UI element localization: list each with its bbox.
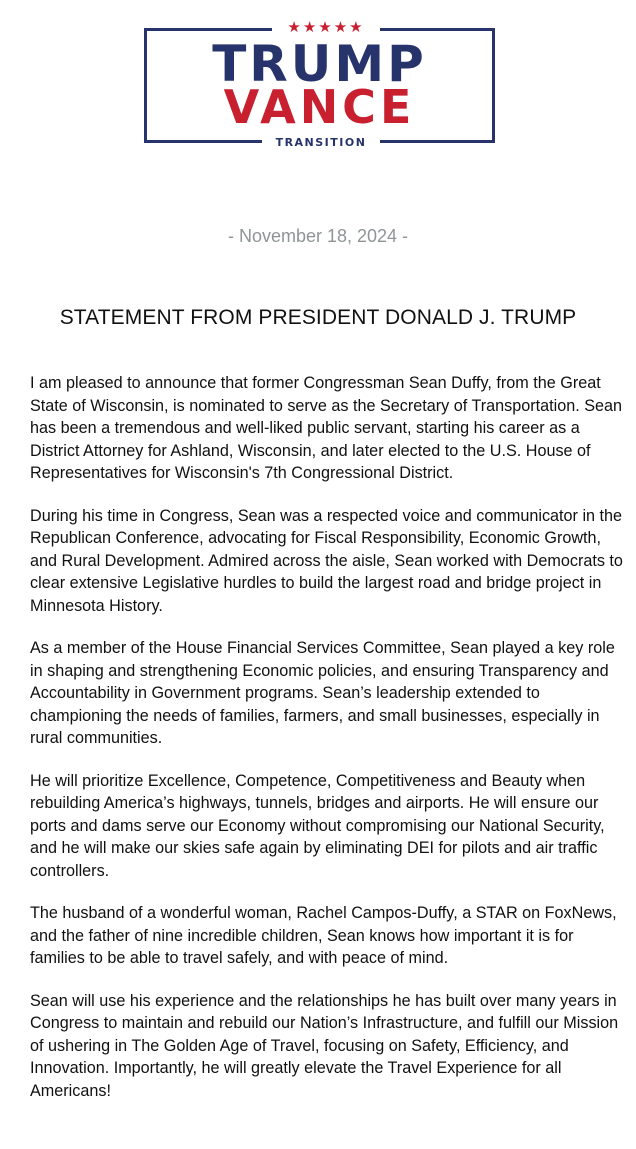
paragraph-mission: Sean will use his experience and the relationships he has built over many years in Congress to maintain and rebuild our Nation’s Infrastructure, and fulfill our Mission of ushering in The Golden Age of Travel, focusing on Safety, Efficiency, and Innovation. Importantly, he will greatly elevate the Travel Experience for all Americans! bbox=[30, 991, 619, 1100]
logo-trump-text: TRUMP bbox=[212, 35, 427, 93]
statement-body bbox=[30, 372, 630, 1122]
statement-date: - November 18, 2024 - bbox=[227, 226, 409, 246]
logo-border-bottom-right bbox=[380, 140, 495, 143]
logo-border-top-right bbox=[380, 28, 495, 31]
paragraph-congress: During his time in Congress, Sean was a respected voice and communicator in the Republican Conference, advocating for Fiscal Responsibility, Economic Growth, and Rural Development. Admired across the aisle, Sean worked with Democrats to clear extensive Legislative hurdles to build the largest road and bridge project in Minnesota History. bbox=[30, 506, 623, 615]
trump-vance-transition-logo bbox=[144, 19, 495, 149]
paragraph-family: The husband of a wonderful woman, Rachel Campos-Duffy, a STAR on FoxNews, and the father of nine incredible children, Sean knows how important it is for families to be able to travel safely, and with peace of mind. bbox=[30, 904, 617, 967]
statement-title: STATEMENT FROM PRESIDENT DONALD J. TRUMP bbox=[59, 306, 577, 329]
logo-vance-text: VANCE bbox=[223, 80, 416, 134]
stars-icon: ★★★★★ bbox=[287, 19, 365, 36]
paragraph-announcement: I am pleased to announce that former Congressman Sean Duffy, from the Great State of Wisconsin, is nominated to serve as the Secretary of Transportation. Sean has been a tremendous and well-liked public servant, starting his career as a District Attorney for Ashland, Wisconsin, and later elected to the U.S. House of Representatives for Wisconsin's 7th Congressional District. bbox=[30, 374, 623, 482]
paragraph-priorities: He will prioritize Excellence, Competence, Competitiveness and Beauty when rebuilding America’s highways, tunnels, bridges and airports. He will ensure our ports and dams serve our Economy without compromising our National Security, and he will make our skies safe again by eliminating DEI for pilots and air traffic controllers. bbox=[30, 771, 605, 880]
logo-border-top-left bbox=[144, 28, 272, 31]
logo-border-bottom-left bbox=[144, 140, 262, 143]
logo-transition-text: TRANSITION bbox=[275, 136, 367, 149]
paragraph-committee: As a member of the House Financial Services Committee, Sean played a key role in shaping and strengthening Economic policies, and ensuring Transparency and Accountability in Government programs. Sean’s leadership extended to championing the needs of families, farmers, and small businesses, especially in rural communities. bbox=[30, 639, 615, 747]
